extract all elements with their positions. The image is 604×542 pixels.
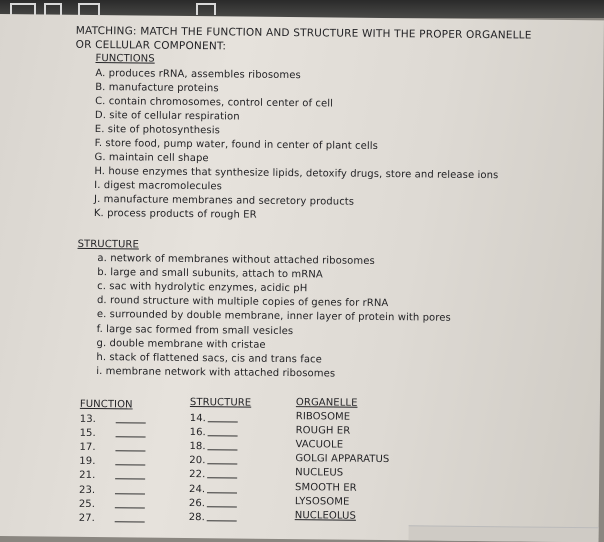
page-edge: [409, 525, 599, 542]
answer-blank[interactable]: [115, 484, 145, 494]
heading-line-2: OR CELLULAR COMPONENT:: [75, 38, 227, 53]
question-number: 18.: [189, 441, 206, 453]
structure-item-b: b. large and small subunits, attach to mRNA: [97, 267, 323, 281]
structure-title: STRUCTURE: [77, 238, 139, 251]
answer-blank[interactable]: [207, 511, 237, 521]
structure-item-i: i. membrane network with attached ribosomes: [96, 366, 336, 380]
worksheet-page: [0, 14, 604, 542]
answer-blank[interactable]: [208, 440, 238, 450]
answer-blank[interactable]: [115, 469, 145, 479]
question-number: 16.: [189, 427, 206, 439]
answer-blank[interactable]: [115, 498, 145, 508]
question-number: 28.: [188, 512, 206, 524]
structure-item-d: d. round structure with multiple copies of genes for rRNA: [96, 295, 389, 310]
question-number: 17.: [79, 441, 96, 454]
structure-item-e: e. surrounded by double membrane, inner layer of protein with pores: [96, 309, 451, 324]
structure-column-header: STRUCTURE: [189, 397, 252, 409]
question-number: 20.: [189, 455, 206, 467]
question-number: 27.: [78, 512, 95, 525]
answer-blank[interactable]: [207, 468, 237, 478]
function-item-b: B. manufacture proteins: [95, 82, 219, 95]
answer-blank[interactable]: [116, 441, 146, 451]
question-number: 13.: [79, 413, 97, 426]
function-answer-row: [79, 512, 145, 525]
organelle-column-header: ORGANELLE: [295, 397, 358, 409]
question-number: 21.: [79, 469, 96, 482]
function-column-header: FUNCTION: [79, 398, 133, 411]
organelle-option: LYSOSOME: [294, 496, 350, 508]
function-item-h: H. house enzymes that synthesize lipids, detoxify drugs, store and release ions: [94, 165, 499, 182]
organelle-option: NUCLEUS: [295, 467, 344, 479]
answer-blank[interactable]: [207, 497, 237, 507]
answer-blank[interactable]: [207, 483, 237, 493]
answer-blank[interactable]: [115, 512, 145, 522]
function-item-g: G. maintain cell shape: [94, 151, 209, 165]
function-item-a: A. produces rRNA, assembles ribosomes: [95, 68, 301, 82]
answer-blank[interactable]: [208, 454, 238, 464]
function-answer-row: [79, 498, 145, 511]
answer-blank[interactable]: [208, 412, 238, 422]
organelle-option: ROUGH ER: [295, 425, 351, 437]
function-item-c: C. contain chromosomes, control center of cell: [95, 96, 334, 110]
structure-item-h: h. stack of flattened sacs, cis and trans face: [96, 352, 322, 366]
question-number: 22.: [189, 469, 206, 481]
structure-answer-row: [189, 483, 237, 496]
function-answer-row: [80, 427, 146, 440]
question-number: 24.: [188, 484, 206, 496]
structure-answer-row: [189, 440, 237, 453]
function-answer-row: [80, 413, 146, 426]
function-answer-row: [79, 484, 145, 497]
function-item-k: K. process products of rough ER: [93, 207, 257, 221]
question-number: 19.: [79, 455, 96, 468]
answer-blank[interactable]: [208, 426, 238, 436]
structure-answer-row: [189, 454, 237, 467]
organelle-option: GOLGI APPARATUS: [295, 453, 390, 466]
answer-blank[interactable]: [115, 455, 145, 465]
function-item-j: J. manufacture membranes and secretory products: [94, 193, 355, 208]
question-number: 15.: [79, 427, 96, 440]
function-item-d: D. site of cellular respiration: [94, 110, 240, 123]
toolbar-icon: [196, 3, 216, 15]
question-number: 14.: [189, 413, 207, 425]
function-item-e: E. site of photosynthesis: [94, 123, 221, 137]
question-number: 26.: [188, 498, 206, 510]
structure-answer-row: [189, 497, 237, 510]
organelle-option: NUCLEOLUS: [294, 510, 357, 522]
functions-title: FUNCTIONS: [95, 53, 155, 65]
organelle-option: SMOOTH ER: [294, 482, 357, 494]
structure-item-f: f. large sac formed from small vesicles: [96, 324, 294, 338]
function-answer-row: [79, 455, 145, 468]
toolbar-icon: [78, 3, 100, 15]
structure-answer-row: [189, 511, 237, 524]
question-number: 25.: [78, 498, 96, 511]
function-item-f: F. store food, pump water, found in center of plant cells: [94, 137, 379, 152]
heading-line-1: MATCHING: MATCH THE FUNCTION AND STRUCTURE WITH THE PROPER ORGANELLE: [75, 24, 532, 42]
structure-answer-row: [190, 412, 238, 425]
organelle-option: RIBOSOME: [295, 411, 351, 423]
question-number: 23.: [78, 484, 96, 497]
function-answer-row: [79, 469, 145, 482]
structure-item-c: c. sac with hydrolytic enzymes, acidic pH: [97, 281, 308, 295]
toolbar-icon: [44, 3, 62, 15]
organelle-option: VACUOLE: [295, 439, 344, 451]
structure-answer-row: [189, 468, 237, 481]
structure-item-g: g. double membrane with cristae: [96, 338, 266, 351]
structure-answer-row: [190, 426, 238, 439]
structure-item-a: a. network of membranes without attached ribosomes: [97, 253, 375, 267]
function-item-i: I. digest macromolecules: [94, 179, 223, 193]
answer-blank[interactable]: [116, 427, 146, 437]
function-answer-row: [79, 441, 145, 454]
answer-blank[interactable]: [116, 413, 146, 423]
